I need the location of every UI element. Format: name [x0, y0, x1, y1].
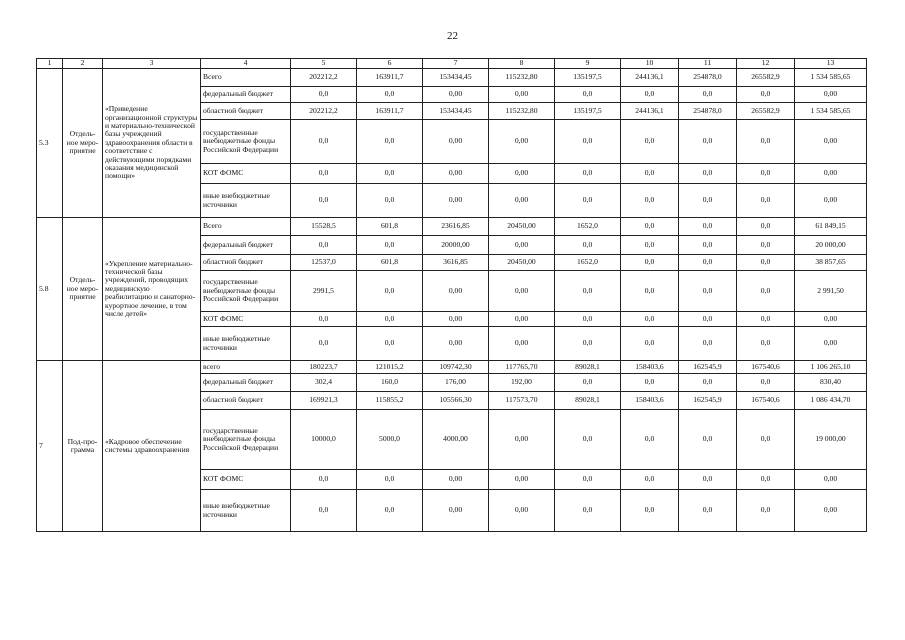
funding-source: областной бюджет	[201, 103, 291, 120]
value-cell: 0,0	[737, 312, 795, 327]
value-cell: 0,00	[489, 87, 555, 103]
value-cell: 0,0	[737, 470, 795, 490]
value-cell: 0,0	[679, 327, 737, 361]
value-cell: 0,0	[555, 271, 621, 312]
value-cell: 180223,7	[291, 361, 357, 374]
section-name: «Кадровое обеспечение системы здравоохранения	[103, 361, 201, 532]
section-type: Отдель-ное меро-приятие	[63, 69, 103, 218]
value-cell: 0,0	[679, 120, 737, 164]
value-cell: 0,0	[679, 164, 737, 184]
value-cell: 0,00	[423, 87, 489, 103]
value-cell: 109742,30	[423, 361, 489, 374]
value-cell: 135197,5	[555, 103, 621, 120]
value-cell: 0,00	[489, 410, 555, 470]
value-cell: 1 534 585,65	[795, 103, 867, 120]
budget-table	[36, 58, 867, 532]
value-cell: 158403,6	[621, 361, 679, 374]
value-cell: 0,00	[423, 164, 489, 184]
value-cell: 0,00	[489, 490, 555, 532]
value-cell: 0,0	[679, 271, 737, 312]
value-cell: 0,0	[555, 470, 621, 490]
column-header-2: 2	[63, 59, 103, 69]
value-cell: 0,00	[795, 184, 867, 218]
value-cell: 167540,6	[737, 392, 795, 410]
page-number: 22	[447, 30, 458, 42]
value-cell: 0,0	[679, 490, 737, 532]
value-cell: 254878,0	[679, 69, 737, 87]
value-cell: 153434,45	[423, 103, 489, 120]
value-cell: 0,00	[423, 470, 489, 490]
section-name: «Укрепление материально-технической базы учреждений, проводящих медицинскую реабилитацию и санаторно-курортное лечение, в том числе детей»	[103, 218, 201, 361]
column-header-5: 5	[291, 59, 357, 69]
value-cell: 0,00	[423, 184, 489, 218]
value-cell: 0,00	[489, 312, 555, 327]
value-cell: 0,0	[621, 218, 679, 236]
section-type: Отдель-ное меро-приятие	[63, 218, 103, 361]
column-header-3: 3	[103, 59, 201, 69]
funding-source: Всего	[201, 218, 291, 236]
column-header-8: 8	[489, 59, 555, 69]
value-cell: 0,0	[555, 374, 621, 392]
funding-source: иные внебюджетные источники	[201, 327, 291, 361]
column-header-9: 9	[555, 59, 621, 69]
value-cell: 0,0	[291, 120, 357, 164]
value-cell: 0,00	[795, 120, 867, 164]
value-cell: 115232,80	[489, 103, 555, 120]
value-cell: 0,0	[357, 271, 423, 312]
column-header-6: 6	[357, 59, 423, 69]
value-cell: 153434,45	[423, 69, 489, 87]
value-cell: 89028,1	[555, 392, 621, 410]
column-header-7: 7	[423, 59, 489, 69]
value-cell: 169921,3	[291, 392, 357, 410]
value-cell: 0,0	[679, 255, 737, 271]
value-cell: 176,00	[423, 374, 489, 392]
value-cell: 0,0	[679, 470, 737, 490]
value-cell: 0,0	[621, 312, 679, 327]
value-cell: 0,0	[737, 236, 795, 255]
column-header-1: 1	[37, 59, 63, 69]
value-cell: 23616,85	[423, 218, 489, 236]
value-cell: 0,0	[737, 255, 795, 271]
value-cell: 0,00	[795, 164, 867, 184]
value-cell: 0,0	[357, 327, 423, 361]
value-cell: 0,0	[357, 87, 423, 103]
table-row	[37, 218, 867, 236]
value-cell: 163911,7	[357, 103, 423, 120]
value-cell: 0,0	[357, 312, 423, 327]
funding-source: государственные внебюджетные фонды Российской Федерации	[201, 271, 291, 312]
value-cell: 1 534 585,65	[795, 69, 867, 87]
value-cell: 5000,0	[357, 410, 423, 470]
value-cell: 0,00	[795, 87, 867, 103]
value-cell: 1 106 265,10	[795, 361, 867, 374]
value-cell: 0,00	[489, 327, 555, 361]
value-cell: 0,0	[291, 164, 357, 184]
value-cell: 202212,2	[291, 103, 357, 120]
header-row	[37, 59, 867, 69]
value-cell: 15528,5	[291, 218, 357, 236]
value-cell: 135197,5	[555, 69, 621, 87]
value-cell: 265582,9	[737, 69, 795, 87]
value-cell: 0,0	[679, 374, 737, 392]
value-cell: 0,0	[679, 184, 737, 218]
table-row	[37, 69, 867, 87]
value-cell: 0,0	[737, 120, 795, 164]
value-cell: 601,8	[357, 255, 423, 271]
value-cell: 0,0	[737, 271, 795, 312]
value-cell: 0,0	[555, 410, 621, 470]
value-cell: 61 849,15	[795, 218, 867, 236]
value-cell: 20000,00	[423, 236, 489, 255]
value-cell: 121015,2	[357, 361, 423, 374]
value-cell: 0,0	[291, 184, 357, 218]
column-header-12: 12	[737, 59, 795, 69]
funding-source: Всего	[201, 69, 291, 87]
value-cell: 0,00	[489, 470, 555, 490]
value-cell: 0,0	[555, 120, 621, 164]
value-cell: 0,0	[621, 236, 679, 255]
value-cell: 0,00	[489, 164, 555, 184]
value-cell: 0,0	[555, 164, 621, 184]
value-cell: 0,00	[423, 327, 489, 361]
value-cell: 0,0	[291, 236, 357, 255]
value-cell: 0,00	[489, 236, 555, 255]
value-cell: 0,0	[737, 218, 795, 236]
value-cell: 0,00	[795, 327, 867, 361]
value-cell: 0,0	[291, 87, 357, 103]
value-cell: 302,4	[291, 374, 357, 392]
funding-source: КОТ ФОМС	[201, 164, 291, 184]
value-cell: 162545,9	[679, 361, 737, 374]
column-header-13: 13	[795, 59, 867, 69]
value-cell: 0,00	[795, 470, 867, 490]
value-cell: 0,00	[489, 184, 555, 218]
value-cell: 19 000,00	[795, 410, 867, 470]
value-cell: 0,0	[737, 374, 795, 392]
value-cell: 0,0	[621, 490, 679, 532]
value-cell: 1 086 434,70	[795, 392, 867, 410]
value-cell: 254878,0	[679, 103, 737, 120]
value-cell: 0,0	[291, 312, 357, 327]
value-cell: 0,0	[357, 490, 423, 532]
value-cell: 1652,0	[555, 218, 621, 236]
section-number: 7	[37, 361, 63, 532]
value-cell: 0,0	[621, 374, 679, 392]
funding-source: государственные внебюджетные фонды Российской Федерации	[201, 410, 291, 470]
section-type: Под-про-грамма	[63, 361, 103, 532]
section-number: 5.3	[37, 69, 63, 218]
value-cell: 0,00	[795, 490, 867, 532]
value-cell: 163911,7	[357, 69, 423, 87]
value-cell: 0,0	[357, 236, 423, 255]
value-cell: 0,0	[679, 410, 737, 470]
value-cell: 0,00	[489, 271, 555, 312]
value-cell: 0,00	[795, 312, 867, 327]
value-cell: 0,0	[737, 490, 795, 532]
value-cell: 0,0	[737, 184, 795, 218]
value-cell: 0,0	[291, 327, 357, 361]
funding-source: КОТ ФОМС	[201, 470, 291, 490]
value-cell: 162545,9	[679, 392, 737, 410]
value-cell: 265582,9	[737, 103, 795, 120]
value-cell: 2991,5	[291, 271, 357, 312]
value-cell: 0,0	[555, 490, 621, 532]
value-cell: 115232,80	[489, 69, 555, 87]
value-cell: 0,0	[621, 164, 679, 184]
value-cell: 0,0	[737, 327, 795, 361]
value-cell: 0,0	[555, 184, 621, 218]
funding-source: иные внебюджетные источники	[201, 490, 291, 532]
value-cell: 0,0	[621, 327, 679, 361]
value-cell: 0,0	[291, 470, 357, 490]
value-cell: 0,0	[737, 164, 795, 184]
value-cell: 0,00	[423, 312, 489, 327]
funding-source: областной бюджет	[201, 392, 291, 410]
value-cell: 0,00	[423, 120, 489, 164]
section-name: «Приведение организационной структуры и материально-технической базы учреждений здравоохранения области в соответствие с действующими порядками оказания медицинской помощи»	[103, 69, 201, 218]
value-cell: 167540,6	[737, 361, 795, 374]
value-cell: 38 857,65	[795, 255, 867, 271]
value-cell: 105566,30	[423, 392, 489, 410]
value-cell: 0,0	[621, 255, 679, 271]
value-cell: 0,0	[621, 120, 679, 164]
value-cell: 12537,0	[291, 255, 357, 271]
column-header-4: 4	[201, 59, 291, 69]
value-cell: 3616,85	[423, 255, 489, 271]
value-cell: 0,0	[621, 470, 679, 490]
value-cell: 0,0	[679, 218, 737, 236]
table-row	[37, 361, 867, 374]
value-cell: 2 991,50	[795, 271, 867, 312]
funding-source: областной бюджет	[201, 255, 291, 271]
value-cell: 0,0	[621, 410, 679, 470]
value-cell: 10000,0	[291, 410, 357, 470]
value-cell: 0,00	[489, 120, 555, 164]
value-cell: 0,0	[621, 271, 679, 312]
value-cell: 244136,1	[621, 103, 679, 120]
value-cell: 20 000,00	[795, 236, 867, 255]
value-cell: 20450,00	[489, 255, 555, 271]
value-cell: 4000,00	[423, 410, 489, 470]
value-cell: 0,0	[357, 164, 423, 184]
column-header-11: 11	[679, 59, 737, 69]
value-cell: 0,0	[621, 184, 679, 218]
value-cell: 0,0	[555, 236, 621, 255]
value-cell: 117573,70	[489, 392, 555, 410]
value-cell: 192,00	[489, 374, 555, 392]
value-cell: 0,0	[679, 236, 737, 255]
value-cell: 244136,1	[621, 69, 679, 87]
column-header-10: 10	[621, 59, 679, 69]
value-cell: 158403,6	[621, 392, 679, 410]
value-cell: 89028,1	[555, 361, 621, 374]
value-cell: 0,0	[555, 312, 621, 327]
value-cell: 20450,00	[489, 218, 555, 236]
value-cell: 0,00	[423, 271, 489, 312]
value-cell: 0,0	[737, 87, 795, 103]
value-cell: 1652,0	[555, 255, 621, 271]
value-cell: 830,40	[795, 374, 867, 392]
funding-source: федеральный бюджет	[201, 374, 291, 392]
value-cell: 0,0	[679, 87, 737, 103]
value-cell: 0,0	[679, 312, 737, 327]
value-cell: 202212,2	[291, 69, 357, 87]
value-cell: 0,00	[423, 490, 489, 532]
value-cell: 0,0	[555, 327, 621, 361]
value-cell: 0,0	[555, 87, 621, 103]
value-cell: 160,0	[357, 374, 423, 392]
value-cell: 0,0	[357, 184, 423, 218]
funding-source: государственные внебюджетные фонды Российской Федерации	[201, 120, 291, 164]
value-cell: 0,0	[621, 87, 679, 103]
section-number: 5.8	[37, 218, 63, 361]
table-body	[37, 69, 867, 532]
value-cell: 601,8	[357, 218, 423, 236]
funding-source: всего	[201, 361, 291, 374]
value-cell: 117765,70	[489, 361, 555, 374]
value-cell: 0,0	[357, 120, 423, 164]
funding-source: КОТ ФОМС	[201, 312, 291, 327]
funding-source: федеральный бюджет	[201, 236, 291, 255]
value-cell: 0,0	[357, 470, 423, 490]
value-cell: 0,0	[291, 490, 357, 532]
funding-source: федеральный бюджет	[201, 87, 291, 103]
funding-source: иные внебюджетные источники	[201, 184, 291, 218]
value-cell: 115855,2	[357, 392, 423, 410]
value-cell: 0,0	[737, 410, 795, 470]
